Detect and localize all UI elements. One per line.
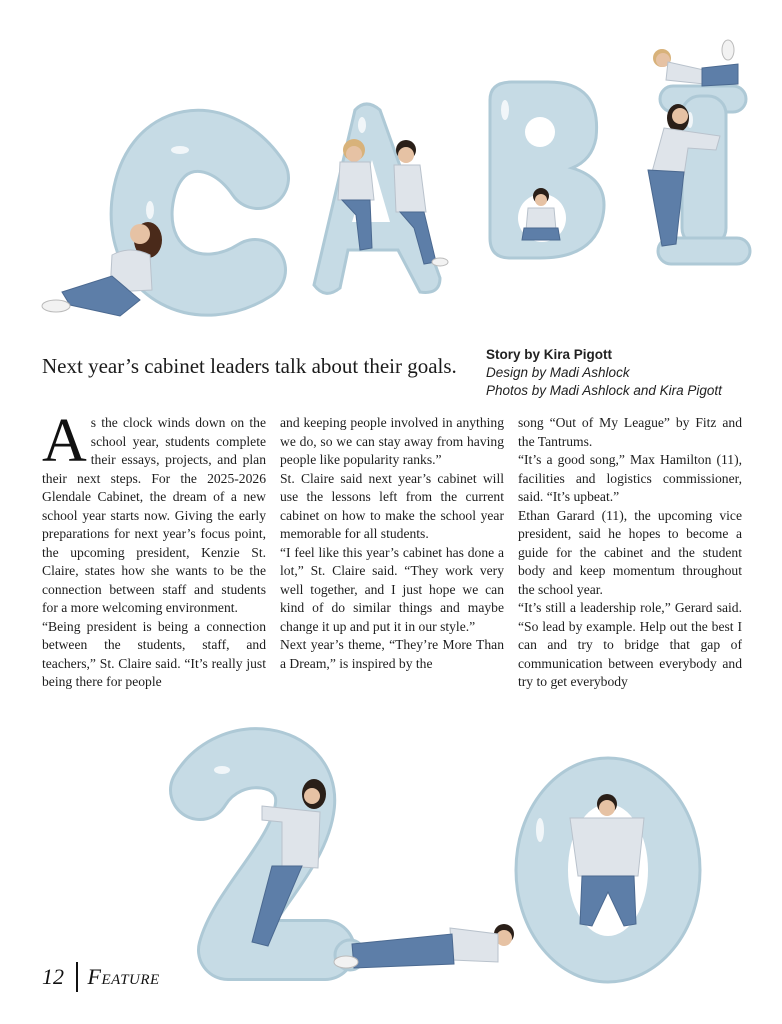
article-paragraph: song “Out of My League” by Fitz and the Tantrums. — [518, 415, 742, 449]
article-paragraph: “It’s still a leadership role,” Gerard said. “So lead by example. Help out the best I can and try to bridge that gap of communication between everybody and try to get everybody — [518, 600, 742, 689]
page-number: 12 — [42, 964, 64, 989]
balloon-letter-b — [490, 82, 604, 258]
article-paragraph: Next year’s theme, “They’re More Than a Dream,” is inspired by the — [280, 637, 504, 671]
article-column-1 — [42, 414, 266, 712]
subtitle: Next year’s cabinet leaders talk about their goals. — [42, 354, 457, 378]
page-folio — [42, 962, 160, 992]
person-sitting-left — [42, 222, 162, 316]
section-name: Feature — [87, 964, 160, 989]
article-paragraph: “Being president is being a connection between the students, staff, and teachers,” St. Claire said. “It’s really just being there for people — [42, 618, 266, 689]
person-with-number-2 — [252, 779, 326, 946]
credits-block — [486, 346, 722, 400]
balloon-dot — [335, 940, 365, 970]
article-column-2 — [280, 414, 504, 712]
balloon-letter-a — [314, 104, 440, 293]
folio-divider — [76, 962, 78, 992]
person-in-letter-b — [522, 188, 560, 240]
article-paragraph: s the clock winds down on the school year, students complete their essays, projects, and plan their next steps. For the 2025-2026 Glendale Cabinet, the dream of a new school year starts now. Giving the early preparations for next year’s focus point, the upcoming president, Kenzie St. Claire, states how she wants to be the connection between staff and students for a more welcoming environment. — [42, 415, 266, 615]
person-beside-letter-a — [394, 140, 448, 266]
story-credit: Story by Kira Pigott — [486, 347, 613, 362]
article-paragraph: St. Claire said next year’s cabinet will use the lessons left from the current cabinet on how to make the school year memorable for all students. — [280, 470, 504, 541]
design-credit: Design by Madi Ashlock — [486, 365, 630, 380]
person-lying-bottom — [334, 924, 514, 968]
article-paragraph: Ethan Garard (11), the upcoming vice president, said he hopes to become a guide for the cabinet and the student body and keep momentum throughout the school year. — [518, 507, 742, 597]
drop-cap: A — [42, 414, 87, 475]
person-in-number-0 — [570, 794, 644, 926]
article-paragraph: “I feel like this year’s cabinet has done a lot,” St. Claire said. “They work very well together, and I just hope we can kind of do similar things and maybe change it up and put it in our style.” — [280, 544, 504, 634]
article-column-3 — [518, 414, 742, 712]
balloon-letter-i — [658, 86, 750, 264]
article-paragraph: “It’s a good song,” Max Hamilton (11), facilities and logistics commissioner, said. “It’s upbeat.” — [518, 452, 742, 504]
balloon-letter-c — [142, 141, 258, 285]
balloon-number-0 — [516, 758, 700, 982]
article-paragraph: and keeping people involved in anything we do, so we can stay away from having people like popularity ranks.” — [280, 415, 504, 467]
person-in-letter-a — [338, 139, 374, 250]
photos-credit: Photos by Madi Ashlock and Kira Pigott — [486, 383, 722, 398]
balloon-number-2 — [200, 758, 325, 950]
article-body — [42, 414, 742, 712]
person-lying-on-letter-i — [653, 40, 738, 86]
person-leaning-on-letter-i — [648, 104, 720, 246]
